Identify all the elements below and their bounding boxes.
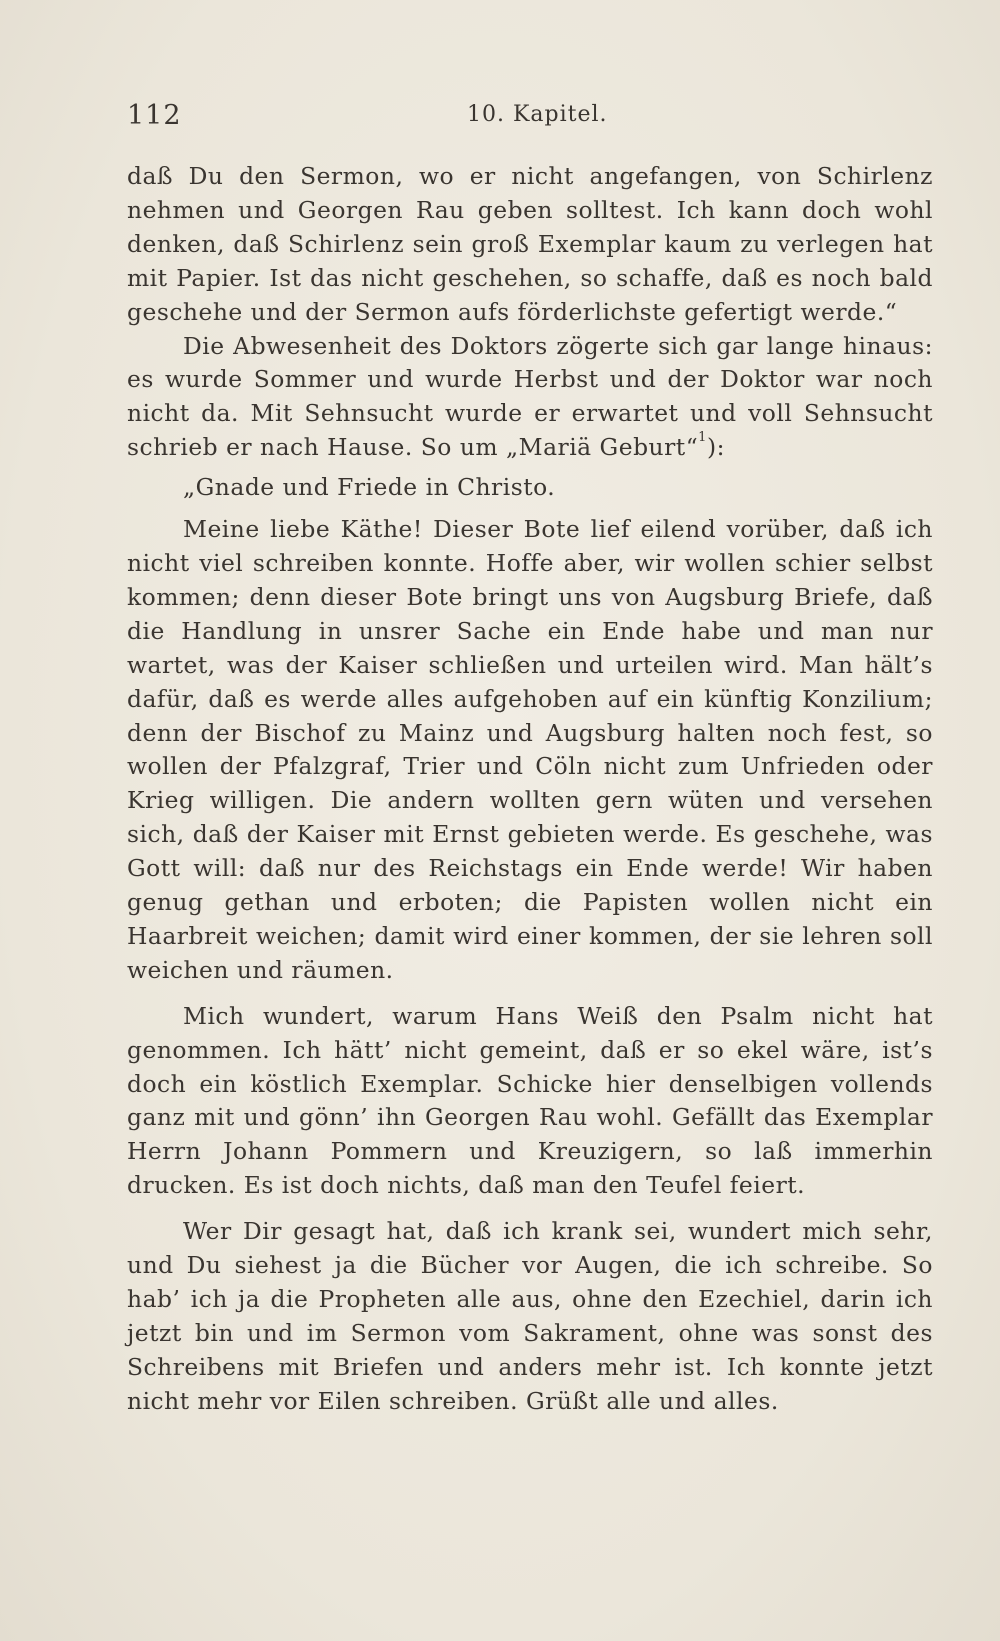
running-head: 10. Kapitel. bbox=[467, 102, 608, 127]
paragraph-letter-3: Wer Dir gesagt hat, daß ich krank sei, wundert mich sehr, und Du siehest ja die Bücher vor Augen, die ich schreibe. So hab’ ich ja die Propheten alle aus, ohne den Ezechiel, darin ich jetzt bin und im Sermon vom Sakrament, ohne was sonst des Schreibens mit Briefen und anders mehr ist. Ich konnte jetzt nicht mehr vor Eilen schreiben. Grüßt alle und alles. bbox=[127, 1217, 933, 1415]
paragraph-narration bbox=[127, 330, 933, 466]
paragraph-letter-1: Meine liebe Käthe! Dieser Bote lief eilend vorüber, daß ich nicht viel schreiben konnte. Hoffe aber, wir wollen schier selbst kommen; denn dieser Bote bringt uns von Augsburg Briefe, daß die Handlung in unsrer Sache ein Ende habe und man nur wartet, was der Kaiser schließen und urteilen wird. Man hält’s dafür, daß es werde alles aufgehoben auf ein künftig Konzilium; denn der Bischof zu Mainz und Augsburg halten noch fest, so wollen der Pfalzgraf, Trier und Cöln nicht zum Unfrieden oder Krieg willigen. Die andern wollten gern wüten und versehen sich, daß der Kaiser mit Ernst gebieten werde. Es geschehe, was Gott will: daß nur des Reichstags ein Ende werde! Wir haben genug gethan und erboten; die Papisten wollen nicht ein Haarbreit weichen; damit wird einer kommen, der sie lehren soll weichen und räumen. bbox=[127, 515, 933, 984]
letter-salutation: „Gnade und Friede in Christo. bbox=[183, 473, 556, 502]
page-body bbox=[127, 160, 933, 1419]
page-header bbox=[127, 100, 927, 140]
paragraph-continuation: daß Du den Sermon, wo er nicht angefangen, von Schirlenz nehmen und Georgen Rau geben solltest. Ich kann doch wohl denken, daß Schirlenz sein groß Exemplar kaum zu verlegen hat mit Papier. Ist das nicht geschehen, so schaffe, daß es noch bald geschehe und der Sermon aufs förderlichste gefertigt werde.“ bbox=[127, 162, 933, 326]
footnote-close: ): bbox=[706, 433, 725, 462]
paragraph-letter-2: Mich wundert, warum Hans Weiß den Psalm nicht hat genommen. Ich hätt’ nicht gemeint, daß er so ekel wäre, ist’s doch ein köstlich Exemplar. Schicke hier denselbigen vollends ganz mit und gönn’ ihn Georgen Rau wohl. Gefällt das Exemplar Herrn Johann Pommern und Kreuzigern, so laß immerhin drucken. Es ist doch nichts, daß man den Teufel feiert. bbox=[127, 1001, 933, 1200]
footnote-marker: 1 bbox=[698, 430, 707, 446]
page-number: 112 bbox=[127, 100, 182, 131]
paragraph-narration-text: Die Abwesenheit des Doktors zögerte sich gar lange hinaus: es wurde Sommer und wurde Herbst und der Doktor war noch nicht da. Mit Sehnsucht wurde er erwartet und voll Sehnsucht schrieb er nach Hause. So um „Mariä Geburt“ bbox=[127, 331, 933, 462]
